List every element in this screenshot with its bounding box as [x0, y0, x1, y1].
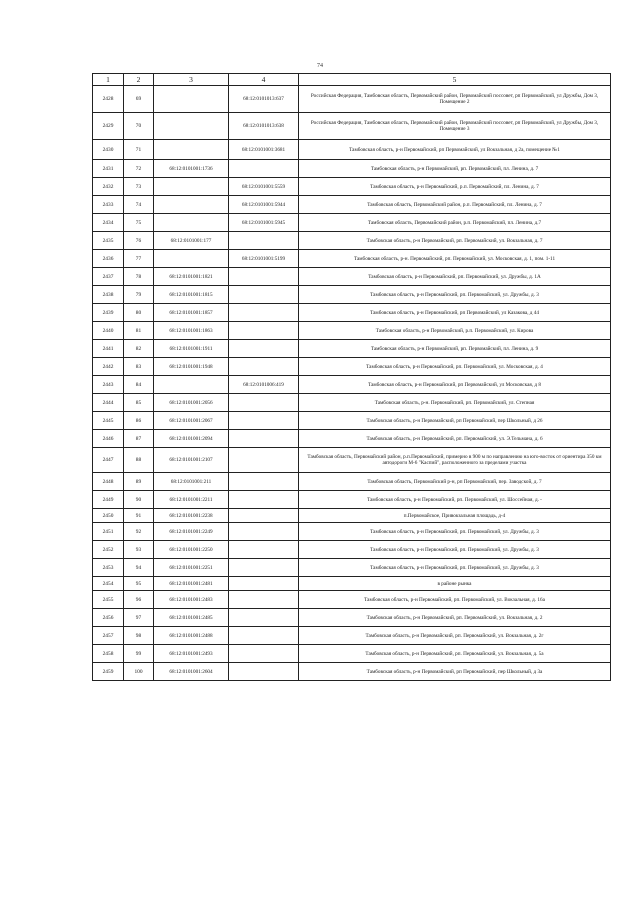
table-row [93, 491, 611, 509]
table-row [93, 663, 611, 681]
registry-number-cell: 2445 [93, 412, 124, 430]
address-cell: Тамбовская область, р-н Первомайский, рп. Первомайский, пл. Ленина, д. 7 [299, 160, 611, 178]
item-number-cell: 86 [124, 412, 154, 430]
registry-number-cell: 2442 [93, 358, 124, 376]
address-cell: Тамбовская область, Первомайский район, р.п. Первомайский, пл. Ленина, д.7 [299, 214, 611, 232]
item-number-cell: 84 [124, 376, 154, 394]
premises-cadastral-cell [229, 358, 299, 376]
table-row [93, 609, 611, 627]
item-number-cell: 96 [124, 591, 154, 609]
cadastral-number-cell: 68:12:0101001:2238 [154, 509, 229, 523]
registry-number-cell: 2457 [93, 627, 124, 645]
premises-cadastral-cell [229, 509, 299, 523]
item-number-cell: 93 [124, 541, 154, 559]
premises-cadastral-cell [229, 286, 299, 304]
address-cell: Тамбовская область, р-н Первомайский, р.п. Первомайский, пл. Ленина, д. 7 [299, 178, 611, 196]
premises-cadastral-cell: 68:12:0101001:5559 [229, 178, 299, 196]
premises-cadastral-cell [229, 430, 299, 448]
cadastral-number-cell [154, 214, 229, 232]
item-number-cell: 80 [124, 304, 154, 322]
column-header-4: 4 [229, 74, 299, 86]
item-number-cell: 82 [124, 340, 154, 358]
cadastral-number-cell: 68:12:0101001:2094 [154, 430, 229, 448]
premises-cadastral-cell: 68:12:0101001:5945 [229, 214, 299, 232]
premises-cadastral-cell [229, 412, 299, 430]
table-row [93, 645, 611, 663]
address-cell: Тамбовская область, р-н Первомайский, рп. Первомайский, ул. Московская, д. 4 [299, 358, 611, 376]
item-number-cell: 74 [124, 196, 154, 214]
registry-number-cell: 2430 [93, 140, 124, 160]
column-header-5: 5 [299, 74, 611, 86]
item-number-cell: 79 [124, 286, 154, 304]
address-cell: Тамбовская область, р-н Первомайский, рп. Первомайский, ул. Дружбы, д. 3 [299, 523, 611, 541]
address-cell: Тамбовская область, р-н Первомайский, рп. Первомайский, ул. Вокзальная, д. 7 [299, 232, 611, 250]
address-cell: Тамбовская область, р-н. Первомайский, рп. Первомайский, ул. Степная [299, 394, 611, 412]
cadastral-number-cell [154, 140, 229, 160]
premises-cadastral-cell [229, 609, 299, 627]
cadastral-number-cell: 68:12:0101001:2107 [154, 448, 229, 473]
table-row [93, 412, 611, 430]
premises-cadastral-cell [229, 523, 299, 541]
table-row [93, 448, 611, 473]
address-cell: Тамбовская область, р-н Первомайский, рп. Первомайский, ул. Дружбы, д. 3 [299, 286, 611, 304]
registry-number-cell: 2440 [93, 322, 124, 340]
address-cell: Тамбовская область, р-н Первомайский, рп. Первомайский, ул. Дружбы, д. 3 [299, 559, 611, 577]
premises-cadastral-cell [229, 591, 299, 609]
cadastral-number-cell: 68:12:0101001:2249 [154, 523, 229, 541]
cadastral-number-cell: 68:12:0101001:2211 [154, 491, 229, 509]
table-row [93, 340, 611, 358]
table-row [93, 140, 611, 160]
premises-cadastral-cell [229, 541, 299, 559]
page-number: 74 [317, 63, 323, 69]
premises-cadastral-cell [229, 322, 299, 340]
premises-cadastral-cell [229, 491, 299, 509]
cadastral-number-cell: 68:12:0101001:2483 [154, 591, 229, 609]
premises-cadastral-cell: 68:12:0101001:3681 [229, 140, 299, 160]
table-row [93, 376, 611, 394]
cadastral-number-cell [154, 178, 229, 196]
column-header-1: 1 [93, 74, 124, 86]
table-row [93, 473, 611, 491]
address-cell: Тамбовская область, р-н Первомайский, рп. Первомайский, пл. Ленина, д. 9 [299, 340, 611, 358]
registry-number-cell: 2437 [93, 268, 124, 286]
registry-number-cell: 2429 [93, 113, 124, 140]
item-number-cell: 77 [124, 250, 154, 268]
address-cell: Тамбовская область, р-н. Первомайский, рп. Первомайский, ул. Московская, д. 1, пом. 1-11 [299, 250, 611, 268]
address-cell: Тамбовская область, р-н Первомайский, рп Первомайский, пер Школьный, д 3а [299, 663, 611, 681]
table-row [93, 627, 611, 645]
address-cell: Тамбовская область, р-н Первомайский, р.п. Первомайский, ул. Кирова [299, 322, 611, 340]
registry-number-cell: 2435 [93, 232, 124, 250]
registry-number-cell: 2459 [93, 663, 124, 681]
cadastral-number-cell: 68:12:0101001:1863 [154, 322, 229, 340]
table-row [93, 559, 611, 577]
cadastral-number-cell [154, 376, 229, 394]
cadastral-number-cell: 68:12:0101001:211 [154, 473, 229, 491]
item-number-cell: 90 [124, 491, 154, 509]
cadastral-number-cell: 68:12:0101001:1821 [154, 268, 229, 286]
registry-number-cell: 2431 [93, 160, 124, 178]
registry-number-cell: 2447 [93, 448, 124, 473]
cadastral-number-cell: 68:12:0101001:2488 [154, 627, 229, 645]
premises-cadastral-cell [229, 394, 299, 412]
item-number-cell: 99 [124, 645, 154, 663]
address-cell: Тамбовская область, р-н Первомайский, рп Первомайский, пер Школьный, д 26 [299, 412, 611, 430]
item-number-cell: 91 [124, 509, 154, 523]
item-number-cell: 89 [124, 473, 154, 491]
registry-number-cell: 2444 [93, 394, 124, 412]
table-row [93, 232, 611, 250]
table-row [93, 196, 611, 214]
address-cell: Тамбовская область, р-н Первомайский, рп. Первомайский, ул. Вокзальная, д. 2г [299, 627, 611, 645]
address-cell: Тамбовская область, р-н Первомайский, рп. Первомайский, ул. Вокзальная, д. 2 [299, 609, 611, 627]
registry-number-cell: 2450 [93, 509, 124, 523]
table-row [93, 541, 611, 559]
item-number-cell: 78 [124, 268, 154, 286]
cadastral-number-cell: 68:12:0101001:1857 [154, 304, 229, 322]
address-cell: Тамбовская область, Первомайский р-н, рп Первомайский, пер. Заводской, д. 7 [299, 473, 611, 491]
address-cell: Тамбовская область, р-н Первомайский, рп. Первомайский, ул. Дружбы, д. 1А [299, 268, 611, 286]
item-number-cell: 92 [124, 523, 154, 541]
table-row [93, 394, 611, 412]
registry-number-cell: 2458 [93, 645, 124, 663]
premises-cadastral-cell [229, 663, 299, 681]
table-body [93, 86, 611, 681]
premises-cadastral-cell: 68:12:0101001:5944 [229, 196, 299, 214]
cadastral-number-cell: 68:12:0101001:2485 [154, 609, 229, 627]
registry-number-cell: 2456 [93, 609, 124, 627]
cadastral-number-cell: 68:12:0101001:2056 [154, 394, 229, 412]
table-row [93, 113, 611, 140]
header-row [93, 74, 611, 86]
item-number-cell: 81 [124, 322, 154, 340]
premises-cadastral-cell [229, 645, 299, 663]
address-cell: Российская Федерация, Тамбовская область, Первомайский район, Первомайский поссовет, рп Первомайский, ул Дружбы, Дом 3, Помещение 3 [299, 113, 611, 140]
item-number-cell: 88 [124, 448, 154, 473]
registry-number-cell: 2434 [93, 214, 124, 232]
registry-number-cell: 2448 [93, 473, 124, 491]
registry-number-cell: 2453 [93, 559, 124, 577]
table-row [93, 268, 611, 286]
table-row [93, 430, 611, 448]
premises-cadastral-cell [229, 473, 299, 491]
cadastral-number-cell: 68:12:0101001:2481 [154, 577, 229, 591]
premises-cadastral-cell [229, 627, 299, 645]
registry-number-cell: 2443 [93, 376, 124, 394]
table-row [93, 523, 611, 541]
cadastral-number-cell [154, 196, 229, 214]
address-cell: Тамбовская область, р-н Первомайский, рп Первомайский, ул Вокзальная, д 2а, помещение №1 [299, 140, 611, 160]
cadastral-number-cell: 68:12:0101001:1815 [154, 286, 229, 304]
registry-number-cell: 2436 [93, 250, 124, 268]
registry-number-cell: 2438 [93, 286, 124, 304]
item-number-cell: 69 [124, 86, 154, 113]
address-cell: в районе рынка [299, 577, 611, 591]
address-cell: Тамбовская область, р-н Первомайский, рп Первомайский, ул Московская, д 8 [299, 376, 611, 394]
address-cell: Тамбовская область, Первомайский район, р.п.Первомайский, примерно в 900 м по направлению на юго-восток от ориентира 350 км автодороги М-6 "Каспий", расположенного за пределами участка [299, 448, 611, 473]
cadastral-number-cell [154, 113, 229, 140]
item-number-cell: 72 [124, 160, 154, 178]
address-cell: Тамбовская область, р-н Первомайский, рп. Первомайский, ул. Дружбы, д. 3 [299, 541, 611, 559]
cadastral-number-cell: 68:12:0101001:1736 [154, 160, 229, 178]
item-number-cell: 70 [124, 113, 154, 140]
item-number-cell: 71 [124, 140, 154, 160]
table-row [93, 304, 611, 322]
address-cell: Тамбовская область, р-н Первомайский, рп. Первомайский, ул. Шоссейная, д. - [299, 491, 611, 509]
cadastral-number-cell: 68:12:0101001:2067 [154, 412, 229, 430]
registry-number-cell: 2455 [93, 591, 124, 609]
item-number-cell: 85 [124, 394, 154, 412]
item-number-cell: 83 [124, 358, 154, 376]
cadastral-number-cell: 68:12:0101001:1948 [154, 358, 229, 376]
table-row [93, 160, 611, 178]
table-row [93, 214, 611, 232]
premises-cadastral-cell [229, 340, 299, 358]
address-cell: Тамбовская область, р-н Первомайский, рп. Первомайский, ул. Вокзальная, д. 16а [299, 591, 611, 609]
registry-number-cell: 2449 [93, 491, 124, 509]
column-header-3: 3 [154, 74, 229, 86]
registry-number-cell: 2451 [93, 523, 124, 541]
cadastral-number-cell: 68:12:0101001:2493 [154, 645, 229, 663]
table-row [93, 250, 611, 268]
premises-cadastral-cell [229, 160, 299, 178]
table-row [93, 591, 611, 609]
address-cell: Тамбовская область, Первомайский район, р.п. Первомайский, пл. Ленина, д. 7 [299, 196, 611, 214]
premises-cadastral-cell [229, 448, 299, 473]
premises-cadastral-cell [229, 577, 299, 591]
address-cell: Тамбовская область, р-н Первомайский, рп. Первомайский, ул. Э.Тельмана, д. 6 [299, 430, 611, 448]
item-number-cell: 95 [124, 577, 154, 591]
premises-cadastral-cell: 68:12:0101006:419 [229, 376, 299, 394]
registry-number-cell: 2433 [93, 196, 124, 214]
premises-cadastral-cell: 68:12:0101013:638 [229, 113, 299, 140]
registry-number-cell: 2432 [93, 178, 124, 196]
registry-table [92, 73, 611, 681]
premises-cadastral-cell [229, 304, 299, 322]
premises-cadastral-cell [229, 232, 299, 250]
registry-number-cell: 2441 [93, 340, 124, 358]
item-number-cell: 100 [124, 663, 154, 681]
cadastral-number-cell: 68:12:0101001:2250 [154, 541, 229, 559]
table-row [93, 358, 611, 376]
registry-number-cell: 2439 [93, 304, 124, 322]
table-row [93, 322, 611, 340]
cadastral-number-cell: 68:12:0101001:2604 [154, 663, 229, 681]
registry-number-cell: 2428 [93, 86, 124, 113]
premises-cadastral-cell [229, 559, 299, 577]
cadastral-number-cell [154, 86, 229, 113]
item-number-cell: 76 [124, 232, 154, 250]
item-number-cell: 97 [124, 609, 154, 627]
address-cell: Тамбовская область, р-н Первомайский, рп Первомайский, ул Казакова, д 44 [299, 304, 611, 322]
registry-number-cell: 2454 [93, 577, 124, 591]
registry-number-cell: 2452 [93, 541, 124, 559]
item-number-cell: 73 [124, 178, 154, 196]
address-cell: Тамбовская область, р-н Первомайский, рп. Первомайский, ул. Вокзальная, д. 5а [299, 645, 611, 663]
cadastral-number-cell: 68:12:0101001:2251 [154, 559, 229, 577]
cadastral-number-cell: 68:12:0101001:177 [154, 232, 229, 250]
table-row [93, 286, 611, 304]
premises-cadastral-cell: 68:12:0101001:5199 [229, 250, 299, 268]
cadastral-number-cell [154, 250, 229, 268]
item-number-cell: 75 [124, 214, 154, 232]
premises-cadastral-cell: 68:12:0101013:637 [229, 86, 299, 113]
table-row [93, 178, 611, 196]
item-number-cell: 98 [124, 627, 154, 645]
table-row [93, 509, 611, 523]
cadastral-number-cell: 68:12:0101001:1911 [154, 340, 229, 358]
table-row [93, 86, 611, 113]
registry-number-cell: 2446 [93, 430, 124, 448]
column-header-2: 2 [124, 74, 154, 86]
item-number-cell: 87 [124, 430, 154, 448]
item-number-cell: 94 [124, 559, 154, 577]
address-cell: Российская Федерация, Тамбовская область, Первомайский район, Первомайский поссовет, рп Первомайский, ул Дружбы, Дом 3, Помещение 2 [299, 86, 611, 113]
premises-cadastral-cell [229, 268, 299, 286]
address-cell: п.Первомайское, Привокзальная площадь, д-4 [299, 509, 611, 523]
table-row [93, 577, 611, 591]
